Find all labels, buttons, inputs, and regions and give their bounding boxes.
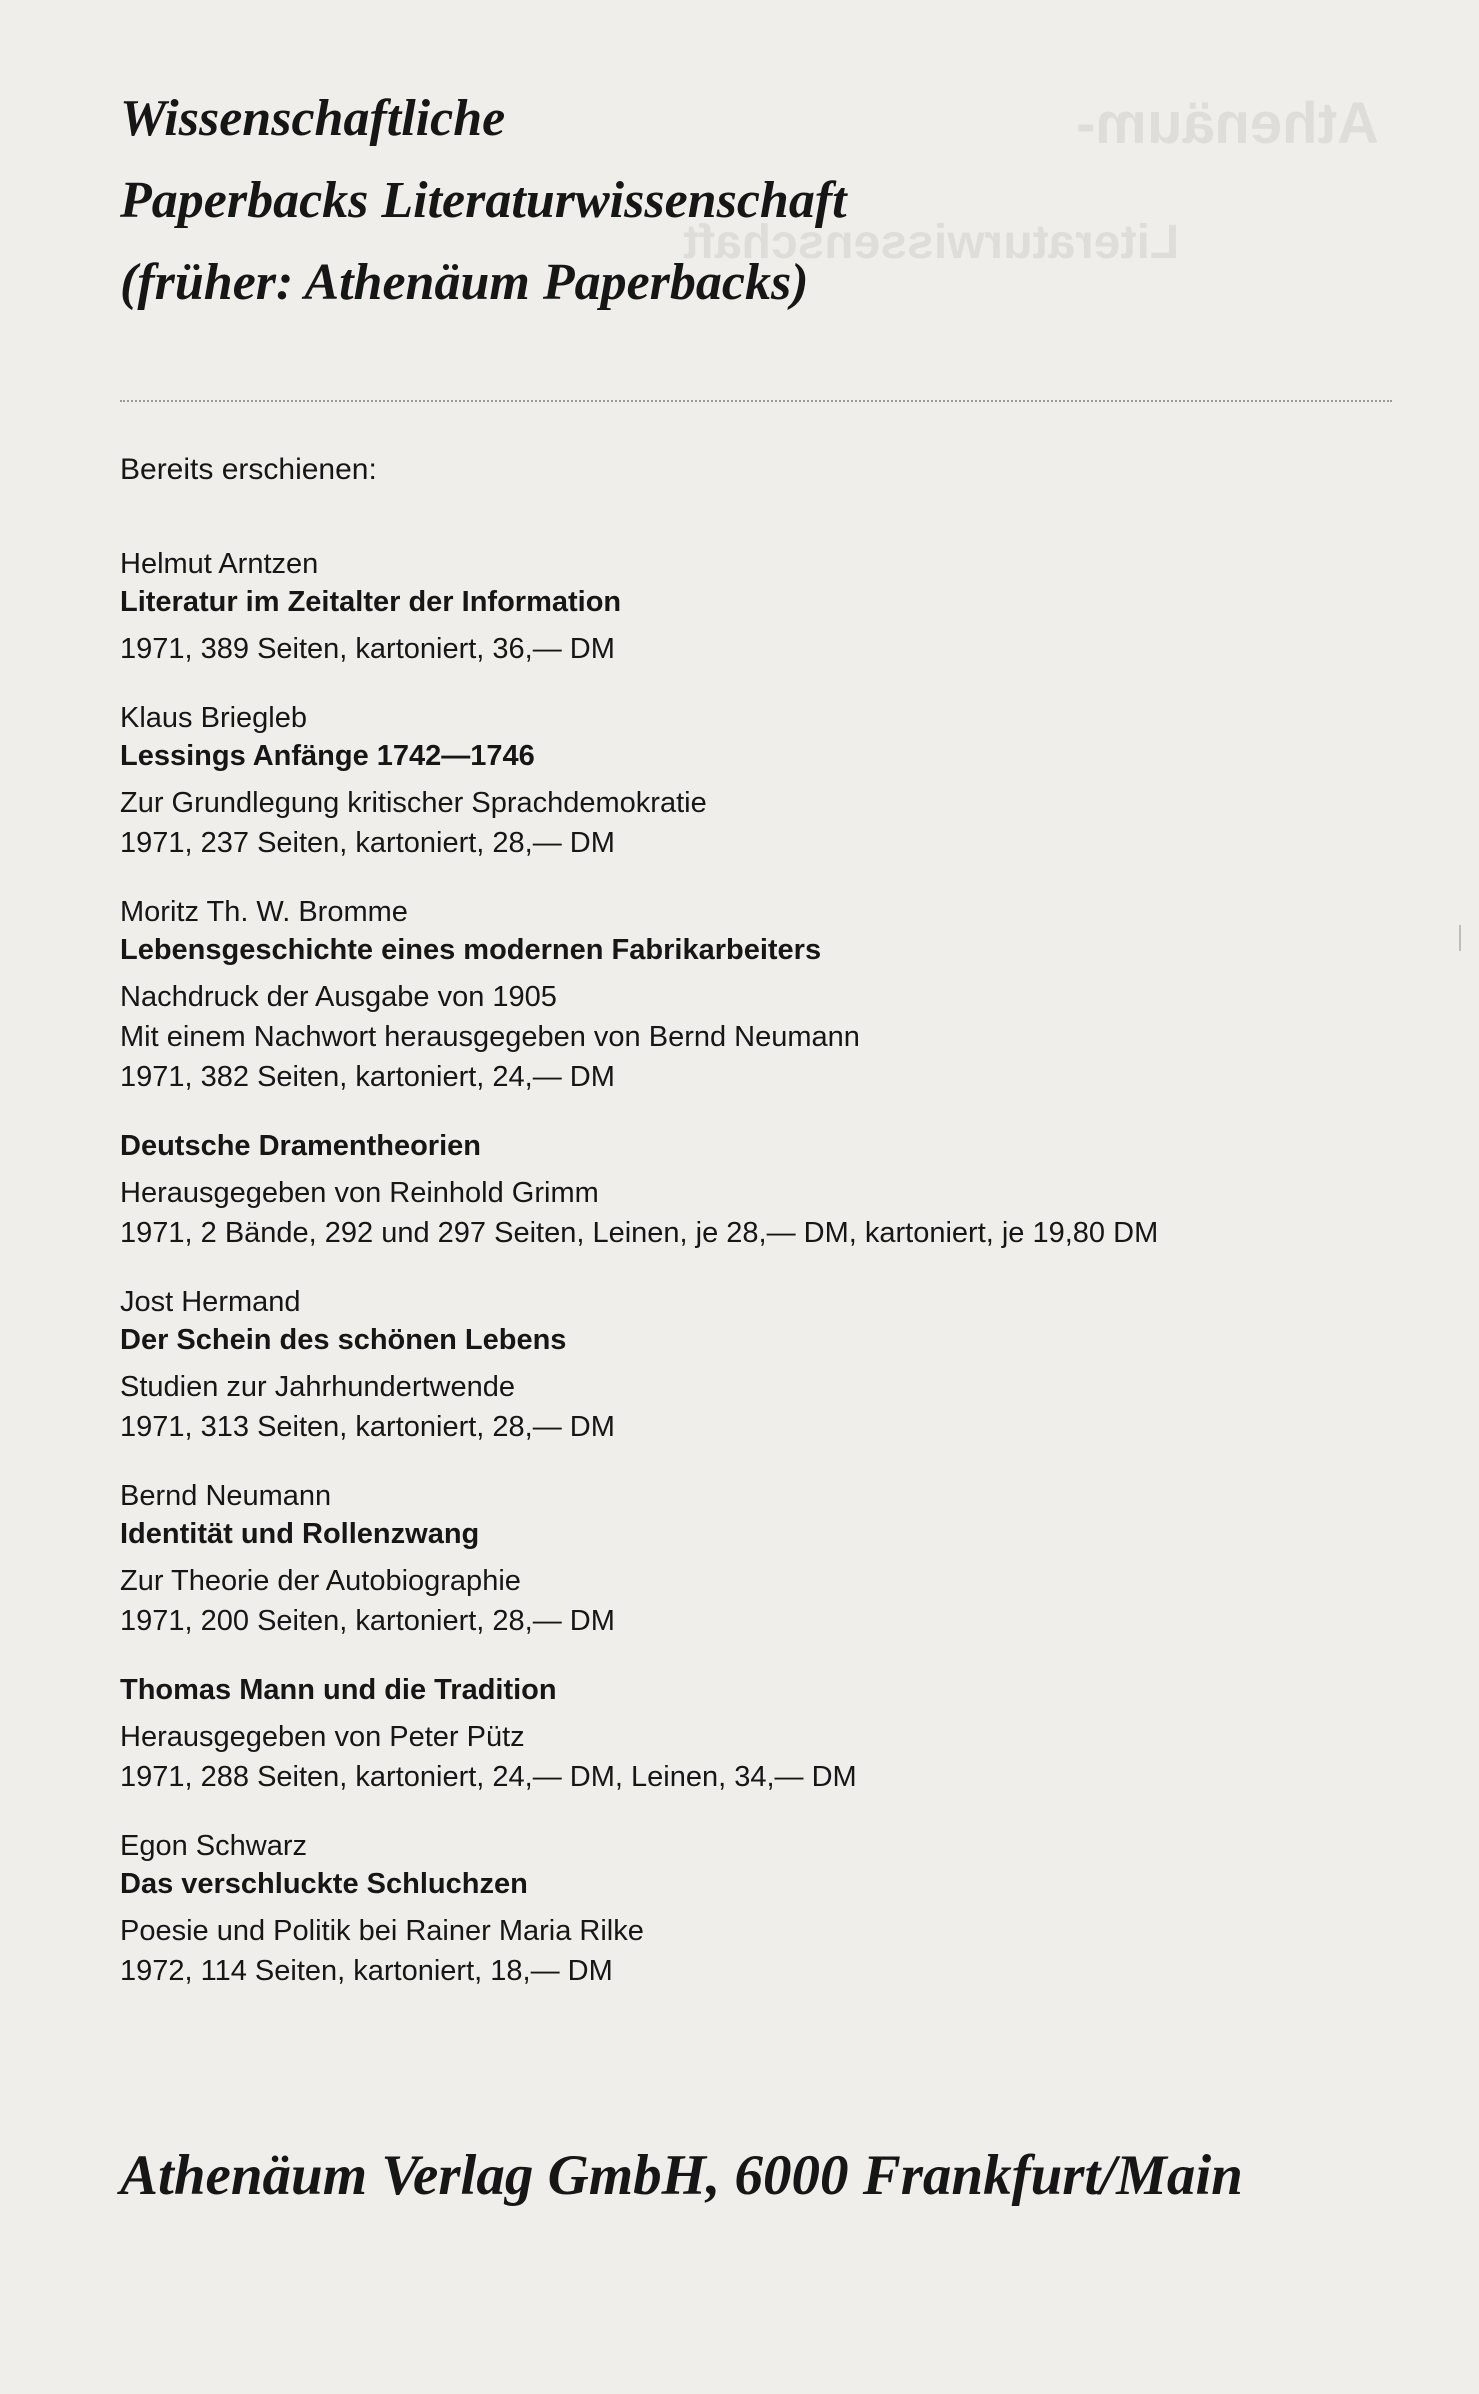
margin-mark <box>1459 925 1461 951</box>
book-list <box>120 545 1420 2021</box>
book-title: Literatur im Zeitalter der Information <box>120 586 622 618</box>
book-details: 1971, 2 Bände, 292 und 297 Seiten, Leinen, je 28,— DM, kartoniert, je 19,80 DM <box>120 1217 1159 1249</box>
book-entry <box>120 1127 1420 1253</box>
book-title: Lessings Anfänge 1742—1746 <box>120 740 535 772</box>
book-title: Lebensgeschichte eines modernen Fabrikarbeiters <box>120 934 822 966</box>
book-details: 1971, 237 Seiten, kartoniert, 28,— DM <box>120 827 615 859</box>
book-entry <box>120 1671 1420 1797</box>
book-details: 1971, 288 Seiten, kartoniert, 24,— DM, Leinen, 34,— DM <box>120 1761 857 1793</box>
dotted-divider <box>120 400 1392 402</box>
book-entry <box>120 893 1420 1097</box>
intro-text: Bereits erschienen: <box>120 453 377 486</box>
book-author: Jost Hermand <box>120 1286 301 1318</box>
book-entry <box>120 545 1420 669</box>
book-author: Bernd Neumann <box>120 1480 332 1512</box>
book-entry <box>120 1477 1420 1641</box>
book-details: 1971, 200 Seiten, kartoniert, 28,— DM <box>120 1605 615 1637</box>
book-entry <box>120 1827 1420 1991</box>
book-author: Egon Schwarz <box>120 1830 307 1862</box>
book-title: Der Schein des schönen Lebens <box>120 1324 567 1356</box>
publisher-imprint: Athenäum Verlag GmbH, 6000 Frankfurt/Main <box>120 2144 1243 2207</box>
book-editor-note: Herausgegeben von Reinhold Grimm <box>120 1177 599 1209</box>
bleed-through-heading: Athenäum- <box>1076 91 1379 156</box>
book-title: Thomas Mann und die Tradition <box>120 1674 557 1706</box>
book-editor-note: Mit einem Nachwort herausgegeben von Bernd Neumann <box>120 1021 860 1053</box>
book-entry <box>120 1283 1420 1447</box>
series-title-line-1: Wissenschaftliche <box>120 90 506 147</box>
book-author: Helmut Arntzen <box>120 548 319 580</box>
book-author: Moritz Th. W. Bromme <box>120 896 408 928</box>
book-subtitle: Nachdruck der Ausgabe von 1905 <box>120 981 557 1013</box>
book-editor-note: Herausgegeben von Peter Pütz <box>120 1721 525 1753</box>
book-subtitle: Zur Grundlegung kritischer Sprachdemokratie <box>120 787 707 819</box>
book-details: 1971, 313 Seiten, kartoniert, 28,— DM <box>120 1411 615 1443</box>
book-details: 1971, 382 Seiten, kartoniert, 24,— DM <box>120 1061 615 1093</box>
series-title-line-3: (früher: Athenäum Paperbacks) <box>120 254 809 311</box>
book-details: 1972, 114 Seiten, kartoniert, 18,— DM <box>120 1955 613 1987</box>
book-subtitle: Zur Theorie der Autobiographie <box>120 1565 521 1597</box>
series-title <box>120 78 1320 324</box>
book-title: Deutsche Dramentheorien <box>120 1130 481 1162</box>
book-subtitle: Poesie und Politik bei Rainer Maria Rilke <box>120 1915 644 1947</box>
book-subtitle: Studien zur Jahrhundertwende <box>120 1371 515 1403</box>
series-title-line-2: Paperbacks Literaturwissenschaft <box>120 172 847 229</box>
book-details: 1971, 389 Seiten, kartoniert, 36,— DM <box>120 633 615 665</box>
book-title: Das verschluckte Schluchzen <box>120 1868 528 1900</box>
book-author: Klaus Briegleb <box>120 702 307 734</box>
book-title: Identität und Rollenzwang <box>120 1518 480 1550</box>
book-entry <box>120 699 1420 863</box>
bleed-through-subheading: Literaturwissenschaft <box>682 216 1179 269</box>
